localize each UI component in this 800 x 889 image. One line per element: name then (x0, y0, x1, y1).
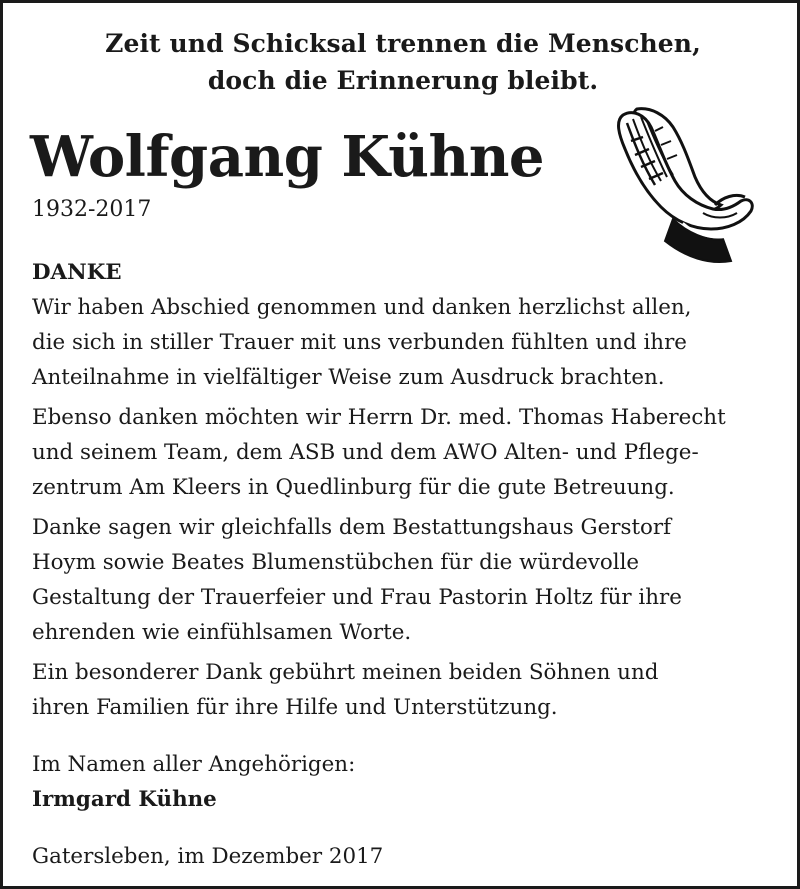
text-line: zentrum Am Kleers in Quedlinburg für die gute Betreuung. (32, 475, 675, 500)
text-line: Ein besonderer Dank gebührt meinen beiden Söhnen und (32, 660, 659, 685)
life-dates: 1932-2017 (32, 197, 152, 222)
motto-line: Zeit und Schicksal trennen die Menschen, (105, 29, 701, 58)
signature-block (32, 747, 792, 817)
text-line: ihren Familien für ihre Hilfe und Unterstützung. (32, 695, 558, 720)
praying-hands-icon (603, 101, 763, 271)
text-line: Anteilnahme in vielfältiger Weise zum Ausdruck brachten. (32, 365, 665, 390)
thanks-paragraph (32, 290, 792, 395)
thanks-paragraph (32, 510, 792, 650)
signer-name: Irmgard Kühne (32, 787, 217, 812)
text-line: ehrenden wie einfühlsamen Worte. (32, 620, 412, 645)
motto-line: doch die Erinnerung bleibt. (207, 66, 599, 95)
text-line: Hoym sowie Beates Blumenstübchen für die würdevolle (32, 550, 640, 575)
text-line: Wir haben Abschied genommen und danken herzlichst allen, (32, 295, 692, 320)
text-line: Danke sagen wir gleichfalls dem Bestattungshaus Gerstorf (32, 515, 672, 540)
thanks-paragraph (32, 655, 792, 725)
text-line: und seinem Team, dem ASB und dem AWO Alten- und Pflege- (32, 440, 699, 465)
place-and-date: Gatersleben, im Dezember 2017 (32, 844, 384, 869)
motto (3, 25, 800, 99)
thanks-section (32, 255, 792, 874)
thanks-heading: DANKE (32, 260, 122, 285)
text-line: die sich in stiller Trauer mit uns verbunden fühlten und ihre (32, 330, 687, 355)
thanks-paragraph (32, 400, 792, 505)
text-line: Gestaltung der Trauerfeier und Frau Pastorin Holtz für ihre (32, 585, 682, 610)
signature-intro: Im Namen aller Angehörigen: (32, 752, 356, 777)
text-line: Ebenso danken möchten wir Herrn Dr. med. Thomas Haberecht (32, 405, 726, 430)
deceased-name: Wolfgang Kühne (30, 124, 545, 190)
